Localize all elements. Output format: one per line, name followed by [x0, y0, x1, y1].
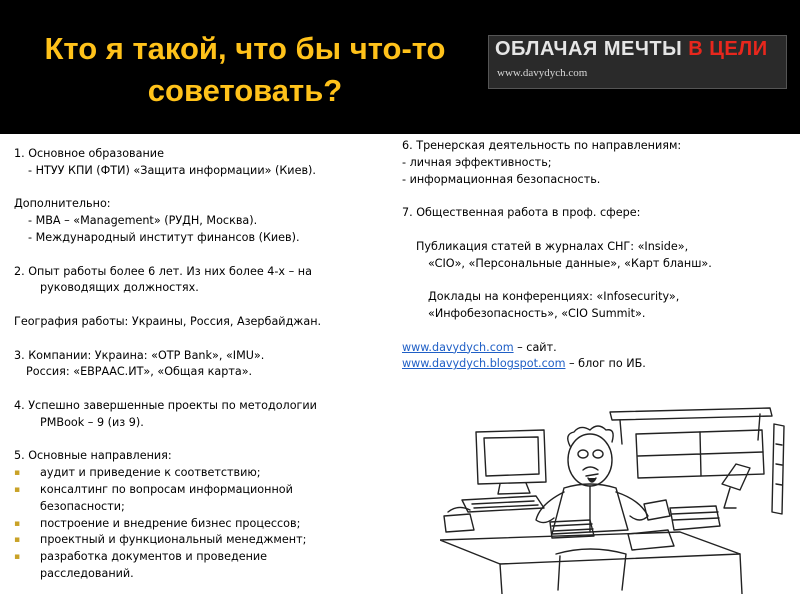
education-item: - НТУУ КПИ (ФТИ) «Защита информации» (Киев).: [28, 163, 316, 177]
direction-item: ▪ разработка документов и проведение: [14, 549, 394, 566]
slide-title-line-1: Кто я такой, что бы что-то: [44, 31, 446, 66]
training-item: - информационная безопасность.: [402, 172, 601, 186]
title-bar: [0, 0, 800, 134]
direction-item-cont: расследований.: [40, 566, 134, 580]
education-heading: 1. Основное образование: [14, 147, 164, 160]
blog-link-caption: – блог по ИБ.: [565, 357, 646, 371]
geography-line: География работы: Украины, Россия, Азербайджан.: [14, 314, 322, 328]
logo-text-main: ОБЛАЧАЯ МЕЧТЫ: [495, 38, 689, 60]
companies-line: 3. Компании: Украина: «OTP Bank», «IMU».: [14, 348, 265, 362]
site-line: [402, 340, 792, 357]
experience-line: 2. Опыт работы более 6 лет. Из них более 4-х – на: [14, 264, 312, 278]
additional-item-institute: - Международный институт финансов (Киев).: [28, 230, 300, 244]
slide-title: [10, 28, 480, 112]
training-item: - личная эффективность;: [402, 155, 552, 169]
talks-line-cont: «Инфобезопасность», «CIO Summit».: [428, 306, 646, 320]
direction-item: ▪ построение и внедрение бизнес процессов;: [14, 516, 394, 533]
training-heading: 6. Тренерская деятельность по направлениям:: [402, 139, 682, 152]
left-column: [14, 146, 394, 583]
direction-item: ▪ консалтинг по вопросам информационной: [14, 482, 394, 499]
additional-item-mba: - MBA – «Management» (РУДН, Москва).: [28, 214, 258, 228]
slide-title-line-2: советовать?: [147, 73, 343, 108]
office-cartoon-illustration: [440, 404, 786, 594]
site-link-caption: – сайт.: [513, 340, 557, 354]
companies-line-russia: Россия: «ЕВРААС.ИТ», «Общая карта».: [26, 365, 253, 379]
direction-item-cont: безопасности;: [40, 499, 125, 513]
projects-line-cont: PMBook – 9 (из 9).: [40, 415, 144, 429]
talks-line: Доклады на конференциях: «Infosecurity»,: [428, 290, 680, 304]
blog-link[interactable]: www.davydych.blogspot.com: [402, 357, 566, 371]
additional-heading: Дополнительно:: [14, 197, 111, 211]
logo-url: www.davydych.com: [497, 67, 588, 79]
blog-line: [402, 356, 792, 373]
direction-item: ▪ проектный и функциональный менеджмент;: [14, 532, 394, 549]
experience-line-cont: руководящих должностях.: [40, 281, 199, 295]
site-link[interactable]: www.davydych.com: [402, 340, 514, 354]
logo-text-accent: В ЦЕЛИ: [688, 38, 768, 60]
brand-logo: [488, 35, 787, 89]
right-column: [402, 138, 792, 373]
directions-heading: 5. Основные направления:: [14, 449, 172, 463]
publications-line: Публикация статей в журналах СНГ: «Inside»,: [416, 239, 689, 253]
publications-line-cont: «CIO», «Персональные данные», «Карт бланш».: [428, 256, 712, 270]
public-work-heading: 7. Общественная работа в проф. сфере:: [402, 206, 641, 220]
projects-line: 4. Успешно завершенные проекты по методологии: [14, 398, 317, 412]
direction-item: ▪ аудит и приведение к соответствию;: [14, 465, 394, 482]
